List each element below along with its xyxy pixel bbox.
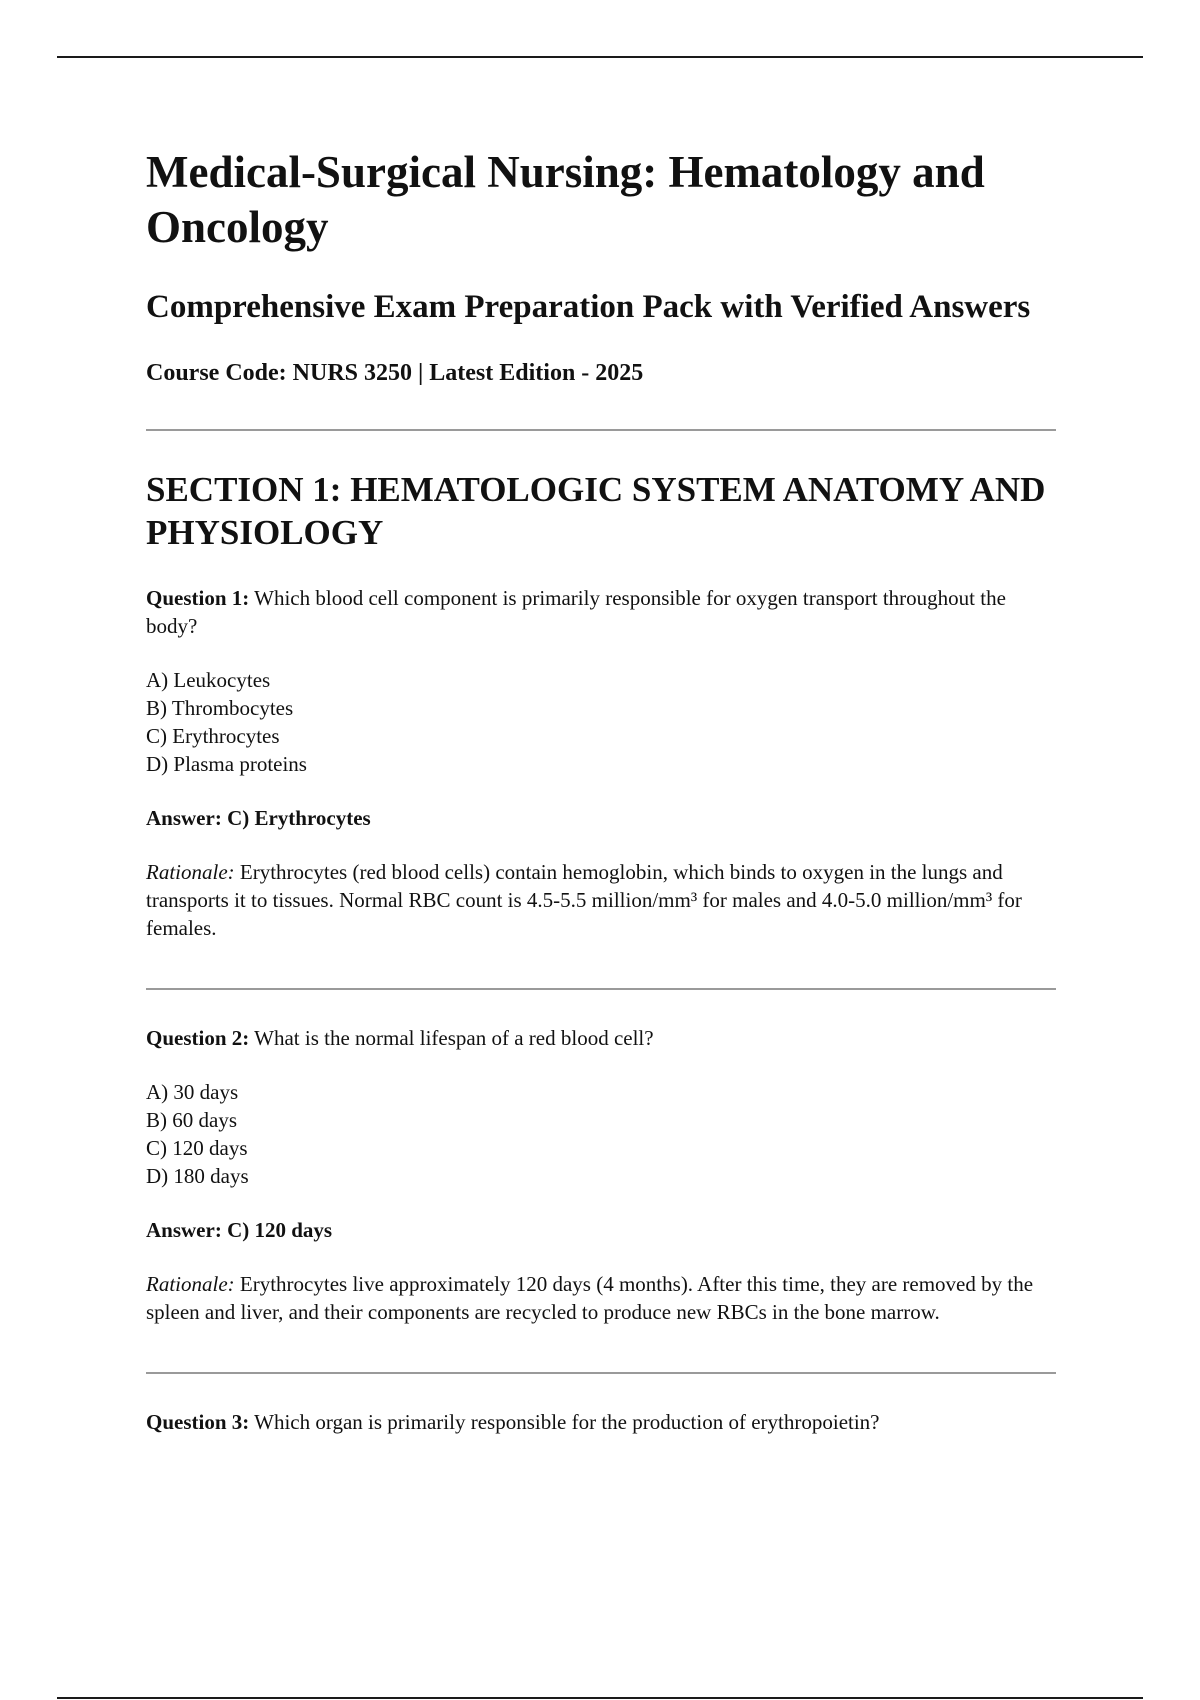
option-b: B) 60 days [146, 1108, 237, 1132]
answer-options [146, 666, 1056, 778]
correct-answer: Answer: C) Erythrocytes [146, 806, 371, 830]
option-c: C) Erythrocytes [146, 724, 280, 748]
page-bottom-rule [57, 1697, 1143, 1699]
question-label: Question 2: [146, 1026, 250, 1050]
question-block-2 [146, 1024, 1056, 1326]
option-d: D) 180 days [146, 1164, 249, 1188]
rationale-text: Erythrocytes live approximately 120 days (4 months). After this time, they are removed by the spleen and liver, and their components are recycled to produce new RBCs in the bone marrow. [146, 1272, 1034, 1324]
answer-options [146, 1078, 1056, 1190]
question-text [146, 1408, 1056, 1436]
question-text [146, 584, 1056, 640]
correct-answer: Answer: C) 120 days [146, 1218, 333, 1242]
divider [146, 988, 1056, 990]
question-block-1 [146, 584, 1056, 942]
question-body: Which organ is primarily responsible for the production of erythropoietin? [254, 1410, 880, 1434]
question-body: Which blood cell component is primarily responsible for oxygen transport throughout the body? [146, 586, 1006, 638]
divider [146, 429, 1056, 431]
rationale-label: Rationale: [146, 860, 235, 884]
question-label: Question 1: [146, 586, 250, 610]
page-top-rule [57, 56, 1143, 58]
question-label: Question 3: [146, 1410, 250, 1434]
rationale [146, 1270, 1056, 1326]
question-text [146, 1024, 1056, 1052]
document-subtitle: Comprehensive Exam Preparation Pack with Verified Answers [146, 289, 1031, 325]
option-a: A) 30 days [146, 1080, 239, 1104]
rationale [146, 858, 1056, 942]
document-body [146, 145, 1056, 1462]
option-b: B) Thrombocytes [146, 696, 294, 720]
course-line: Course Code: NURS 3250 | Latest Edition - 2025 [146, 360, 644, 386]
option-c: C) 120 days [146, 1136, 248, 1160]
section-heading: SECTION 1: HEMATOLOGIC SYSTEM ANATOMY AND PHYSIOLOGY [146, 470, 1046, 552]
divider [146, 1372, 1056, 1374]
question-block-3 [146, 1408, 1056, 1436]
question-body: What is the normal lifespan of a red blood cell? [254, 1026, 654, 1050]
option-a: A) Leukocytes [146, 668, 271, 692]
rationale-label: Rationale: [146, 1272, 235, 1296]
document-title: Medical-Surgical Nursing: Hematology and Oncology [146, 147, 985, 252]
option-d: D) Plasma proteins [146, 752, 307, 776]
rationale-text: Erythrocytes (red blood cells) contain hemoglobin, which binds to oxygen in the lungs and transports it to tissues. Normal RBC count is 4.5-5.5 million/mm³ for males and 4.0-5.0 million/mm³ for females. [146, 860, 1022, 940]
